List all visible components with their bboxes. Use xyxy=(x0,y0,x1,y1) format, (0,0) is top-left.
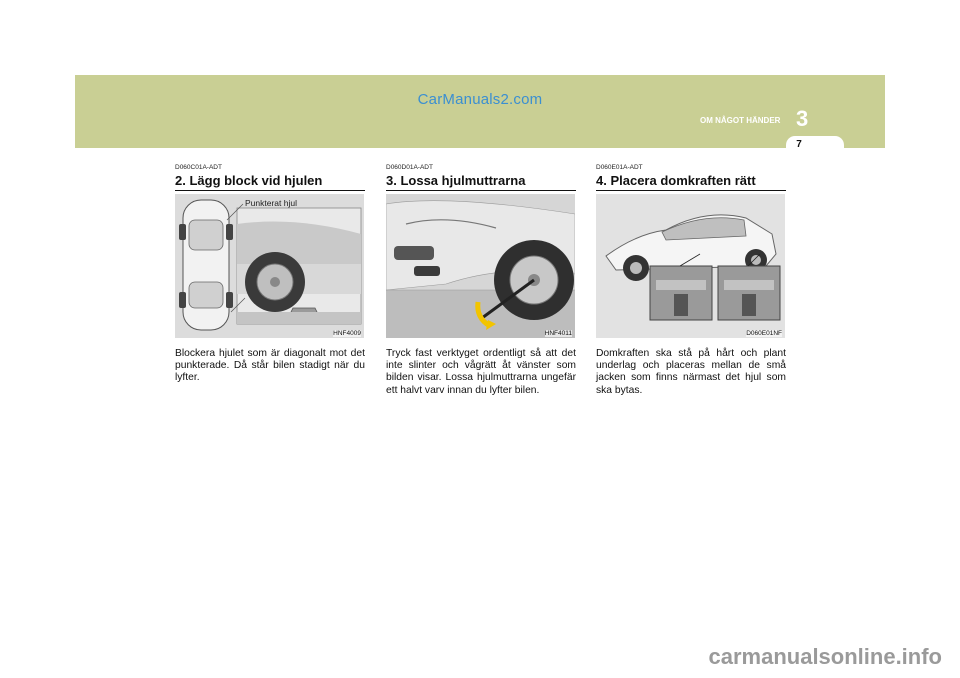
section-loosen-nuts xyxy=(386,164,576,397)
loosen-nuts-illustration xyxy=(386,194,575,338)
position-jack-illustration xyxy=(596,194,785,338)
section-title: 4. Placera domkraften rätt xyxy=(596,173,756,188)
section-code: D060E01A-ADT xyxy=(596,164,643,171)
section-body: Domkraften ska stå på hårt och plant underlag och placeras mellan de små jacken som finns närmast det hjul som ska bytas. xyxy=(596,348,786,396)
figure-wheel-blocks xyxy=(175,194,364,338)
section-body: Tryck fast verktyget ordentligt så att det inte slinter och vågrätt åt vänster som bilden visar. Lossa hjulmuttrarna ungefär ett halvt varv innan du lyfter bilen. xyxy=(386,348,576,396)
figure-code: HNF4009 xyxy=(333,330,361,337)
figure-code: HNF4011 xyxy=(544,330,572,337)
figure-loosen-nuts xyxy=(386,194,575,338)
wheel-blocks-illustration xyxy=(175,194,364,338)
watermark-bottom[interactable]: carmanualsonline.info xyxy=(708,644,942,669)
figure-code: D060E01NF xyxy=(746,330,782,337)
title-rule xyxy=(386,190,576,191)
section-position-jack xyxy=(596,164,786,397)
page-number: 7 xyxy=(796,139,802,150)
chapter-number: 3 xyxy=(796,106,809,131)
title-rule xyxy=(596,190,786,191)
section-title: 2. Lägg block vid hjulen xyxy=(175,173,323,188)
chapter-title: OM NÅGOT HÄNDER xyxy=(700,116,781,125)
figure-position-jack xyxy=(596,194,785,338)
section-code: D060C01A-ADT xyxy=(175,164,222,171)
section-wheel-blocks xyxy=(175,164,365,385)
watermark-top[interactable]: CarManuals2.com xyxy=(417,91,543,108)
section-code: D060D01A-ADT xyxy=(386,164,433,171)
section-title: 3. Lossa hjulmuttrarna xyxy=(386,173,526,188)
section-body: Blockera hjulet som är diagonalt mot det punkterade. Då står bilen stadigt när du lyfter. xyxy=(175,348,365,384)
chapter-header-band xyxy=(75,75,885,148)
flat-tire-callout: Punkterat hjul xyxy=(245,198,297,208)
title-rule xyxy=(175,190,365,191)
